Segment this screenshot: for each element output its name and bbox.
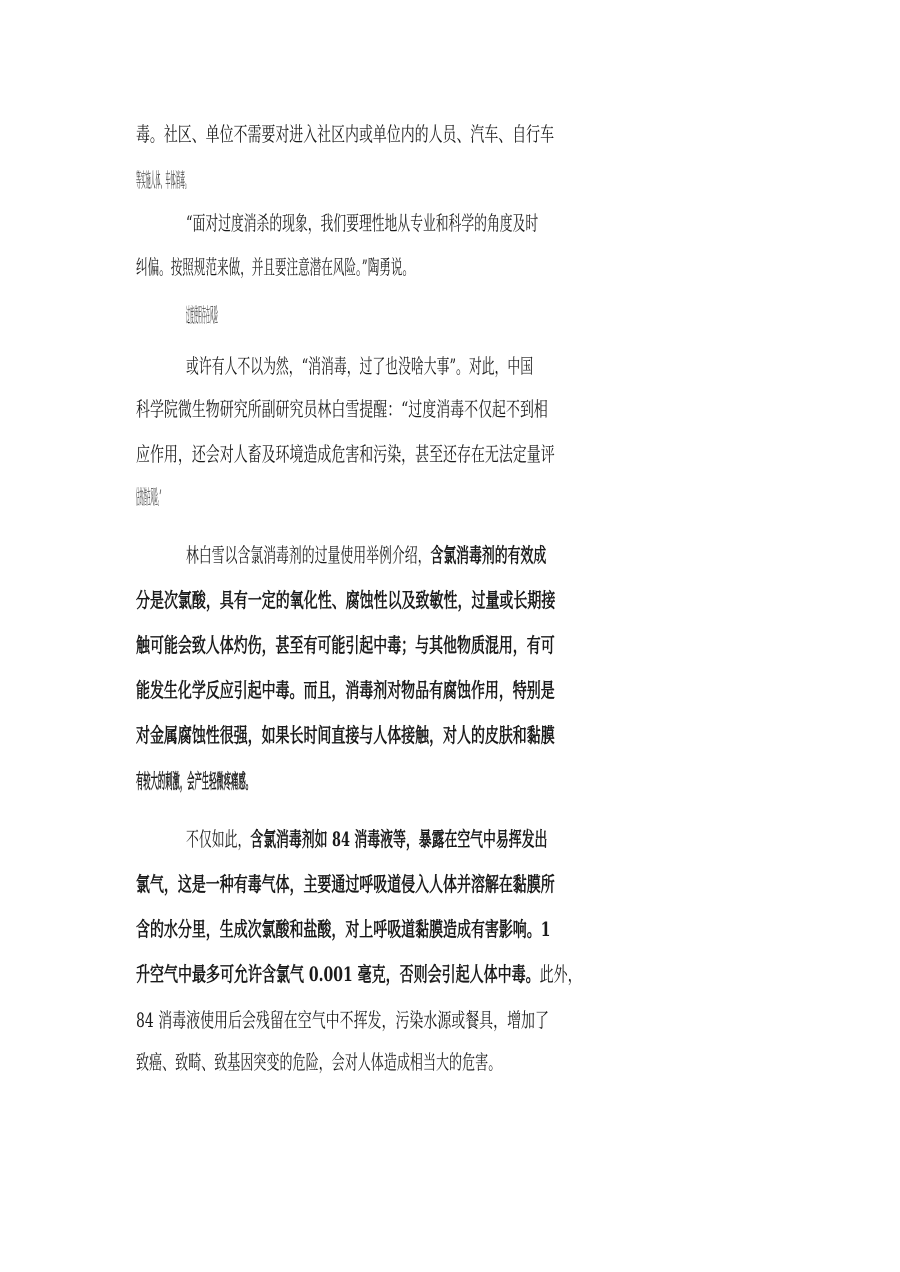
text-segment: “面对过度消杀的现象，我们要理性地从专业和科学的角度及时 <box>186 211 539 235</box>
text-line <box>136 631 555 659</box>
text-segment: 此外， <box>539 962 582 986</box>
text-line <box>186 825 547 853</box>
text-line <box>136 721 555 749</box>
text-line <box>136 483 161 511</box>
bold-text-segment: 能发生化学反应引起中毒。而且，消毒剂对物品有腐蚀作用，特别是 <box>136 678 555 702</box>
bold-text-segment: 有较大的刺激，会产生轻微疼痛感。 <box>136 769 253 793</box>
text-line <box>186 352 533 380</box>
text-line <box>136 676 555 704</box>
text-segment: 林白雪以含氯消毒剂的过量使用举例介绍， <box>186 543 431 567</box>
text-line <box>136 253 414 281</box>
text-line <box>136 915 550 943</box>
text-line <box>136 166 190 194</box>
text-segment: 纠偏。按照规范来做，并且要注意潜在风险。”陶勇说。 <box>136 255 415 279</box>
text-segment: 致癌、致畸、致基因突变的危险，会对人体造成相当大的危害。 <box>136 1050 502 1074</box>
bold-text-segment: 升空气中最多可允许含氯气 0.001 毫克，否则会引起人体中毒。 <box>136 962 540 986</box>
bold-text-segment: 分是次氯酸，具有一定的氧化性、腐蚀性以及致敏性，过量或长期接 <box>136 588 556 612</box>
text-line <box>136 870 555 898</box>
text-line <box>136 960 582 988</box>
text-line <box>136 586 555 614</box>
bold-text-segment: 氯气，这是一种有毒气体，主要通过呼吸道侵入人体并溶解在黏膜所 <box>136 872 555 896</box>
text-line <box>186 541 546 569</box>
bold-text-segment: 含氯消毒剂如 84 消毒液等，暴露在空气中易挥发出 <box>250 827 548 851</box>
bold-text-segment: 含氯消毒剂的有效成 <box>430 543 547 567</box>
text-line <box>136 120 554 148</box>
text-segment: 毒。社区、单位不需要对进入社区内或单位内的人员、汽车、自行车 <box>136 122 555 146</box>
text-line <box>186 301 218 329</box>
text-line <box>136 440 555 468</box>
text-segment: 不仅如此， <box>186 827 251 851</box>
text-segment: 84 消毒液使用后会残留在空气中不挥发，污染水源或餐具，增加了 <box>136 1008 549 1032</box>
bold-text-segment: 含的水分里，生成次氯酸和盐酸，对上呼吸道黏膜造成有害影响。1 <box>136 917 551 941</box>
bold-text-segment: 触可能会致人体灼伤，甚至有可能引起中毒；与其他物质混用，有可 <box>136 633 555 657</box>
text-segment: 或许有人不以为然，“消消毒，过了也没啥大事”。对此，中国 <box>186 354 534 378</box>
text-segment: 过度使用存在风险 <box>186 303 218 327</box>
text-segment: 估的潜在风险。” <box>136 485 162 509</box>
text-line <box>136 395 548 423</box>
text-line <box>136 1048 501 1076</box>
text-segment: 应作用，还会对人畜及环境造成危害和污染，甚至还存在无法定量评 <box>136 442 555 466</box>
text-segment: 等实施人体、车体消毒。 <box>136 168 190 192</box>
text-segment: 科学院微生物研究所副研究员林白雪提醒：“过度消毒不仅起不到相 <box>136 397 548 421</box>
text-line <box>186 209 538 237</box>
text-line <box>136 767 253 795</box>
text-line <box>136 1006 549 1034</box>
bold-text-segment: 对金属腐蚀性很强，如果长时间直接与人体接触，对人的皮肤和黏膜 <box>136 723 555 747</box>
